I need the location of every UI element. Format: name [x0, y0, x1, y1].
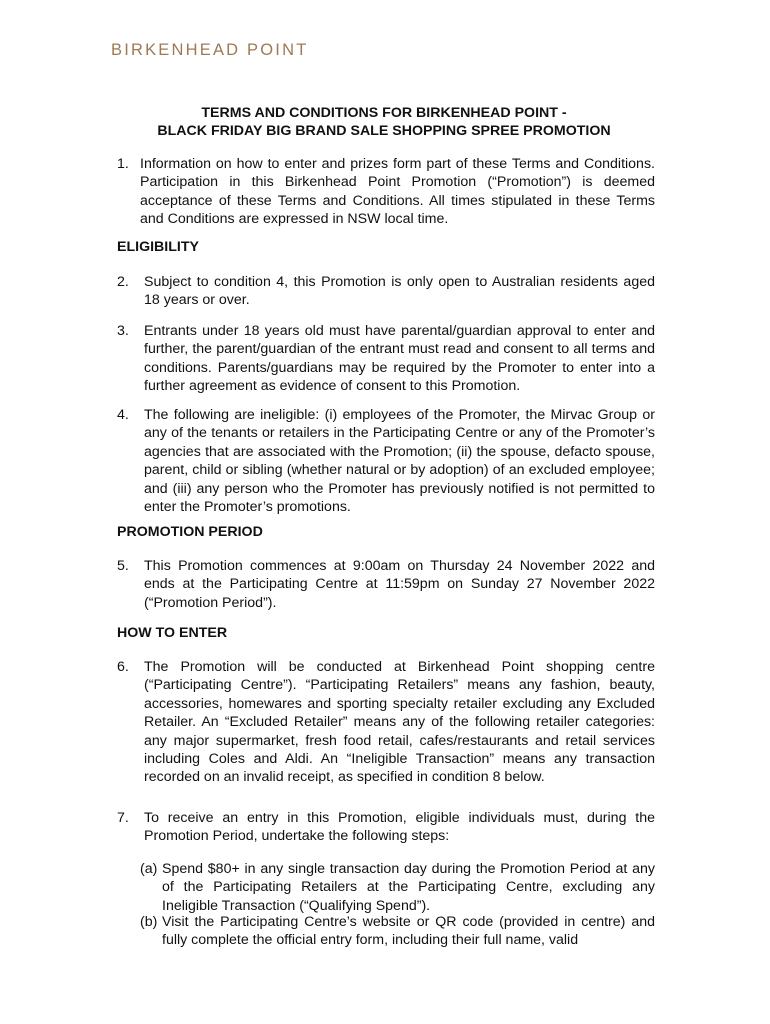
step-text: Visit the Participating Centre’s website or QR code (provided in centre) and fully complete the official entry form, including their full name, valid	[162, 914, 655, 949]
clause-text: Subject to condition 4, this Promotion is only open to Australian residents aged 18 years or over.	[144, 274, 655, 309]
clause-number: 6.	[117, 659, 129, 675]
clause-2	[117, 273, 655, 310]
clause-number: 2.	[117, 274, 129, 290]
clause-text: This Promotion commences at 9:00am on Thursday 24 November 2022 and ends at the Participating Centre at 11:59pm on Sunday 27 November 2022 (“Promotion Period”).	[144, 558, 655, 611]
clause-number: 5.	[117, 558, 129, 574]
clause-number: 4.	[117, 407, 129, 423]
heading-eligibility: ELIGIBILITY	[117, 239, 199, 255]
step-text: Spend $80+ in any single transaction day during the Promotion Period at any of the Participating Retailers at the Participating Centre, excluding any Ineligible Transaction (“Qualifying Spend”).	[162, 861, 655, 914]
clause-text: The following are ineligible: (i) employees of the Promoter, the Mirvac Group or any of the tenants or retailers in the Participating Centre or any of the Promoter’s agencies that are associated with the Promotion; (ii) the spouse, defacto spouse, parent, child or sibling (whether natural or by adoption) of an excluded employee; and (iii) any person who the Promoter has previously notified is not permitted to enter the Promoter’s promotions.	[144, 407, 655, 516]
heading-how-to-enter: HOW TO ENTER	[117, 625, 228, 641]
clause-text: The Promotion will be conducted at Birkenhead Point shopping centre (“Participating Centre”). “Participating Retailers” means any fashion, beauty, accessories, homewares and sporting specialty retailer excluding any Excluded Retailer. An “Excluded Retailer” means any of the following retailer categories: any major supermarket, fresh food retail, cafes/restaurants and retail services including Coles and Aldi. An “Ineligible Transaction” means any transaction recorded on an invalid receipt, as specified in condition 8 below.	[144, 659, 655, 786]
heading-promotion-period: PROMOTION PERIOD	[117, 524, 263, 540]
clause-6	[117, 658, 655, 787]
step-label: (a)	[140, 861, 158, 877]
clause-number: 3.	[117, 323, 129, 339]
title-line-1: TERMS AND CONDITIONS FOR BIRKENHEAD POINT -	[201, 105, 567, 121]
clause-3	[117, 322, 655, 396]
clause-text: To receive an entry in this Promotion, eligible individuals must, during the Promotion Period, undertake the following steps:	[144, 810, 655, 845]
clause-number: 7.	[117, 810, 129, 826]
birkenhead-point-logo: BIRKENHEAD POINT	[111, 41, 309, 59]
document-title	[111, 104, 657, 140]
step-b	[140, 913, 655, 950]
clause-4	[117, 406, 655, 516]
clause-7	[117, 809, 655, 846]
step-label: (b)	[140, 914, 158, 930]
clause-1	[117, 155, 655, 229]
clause-text: Entrants under 18 years old must have parental/guardian approval to enter and further, the parent/guardian of the entrant must read and consent to all terms and conditions. Parents/guardians may be required by the Promoter to enter into a further agreement as evidence of consent to this Promotion.	[144, 323, 655, 395]
clause-text: Information on how to enter and prizes form part of these Terms and Conditions. Participation in this Birkenhead Point Promotion (“Promotion”) is deemed acceptance of these Terms and Conditions. All times stipulated in these Terms and Conditions are expressed in NSW local time.	[140, 156, 655, 228]
step-a	[140, 860, 655, 915]
clause-5	[117, 557, 655, 612]
clause-number: 1.	[117, 156, 129, 172]
title-line-2: BLACK FRIDAY BIG BRAND SALE SHOPPING SPREE PROMOTION	[157, 123, 611, 139]
